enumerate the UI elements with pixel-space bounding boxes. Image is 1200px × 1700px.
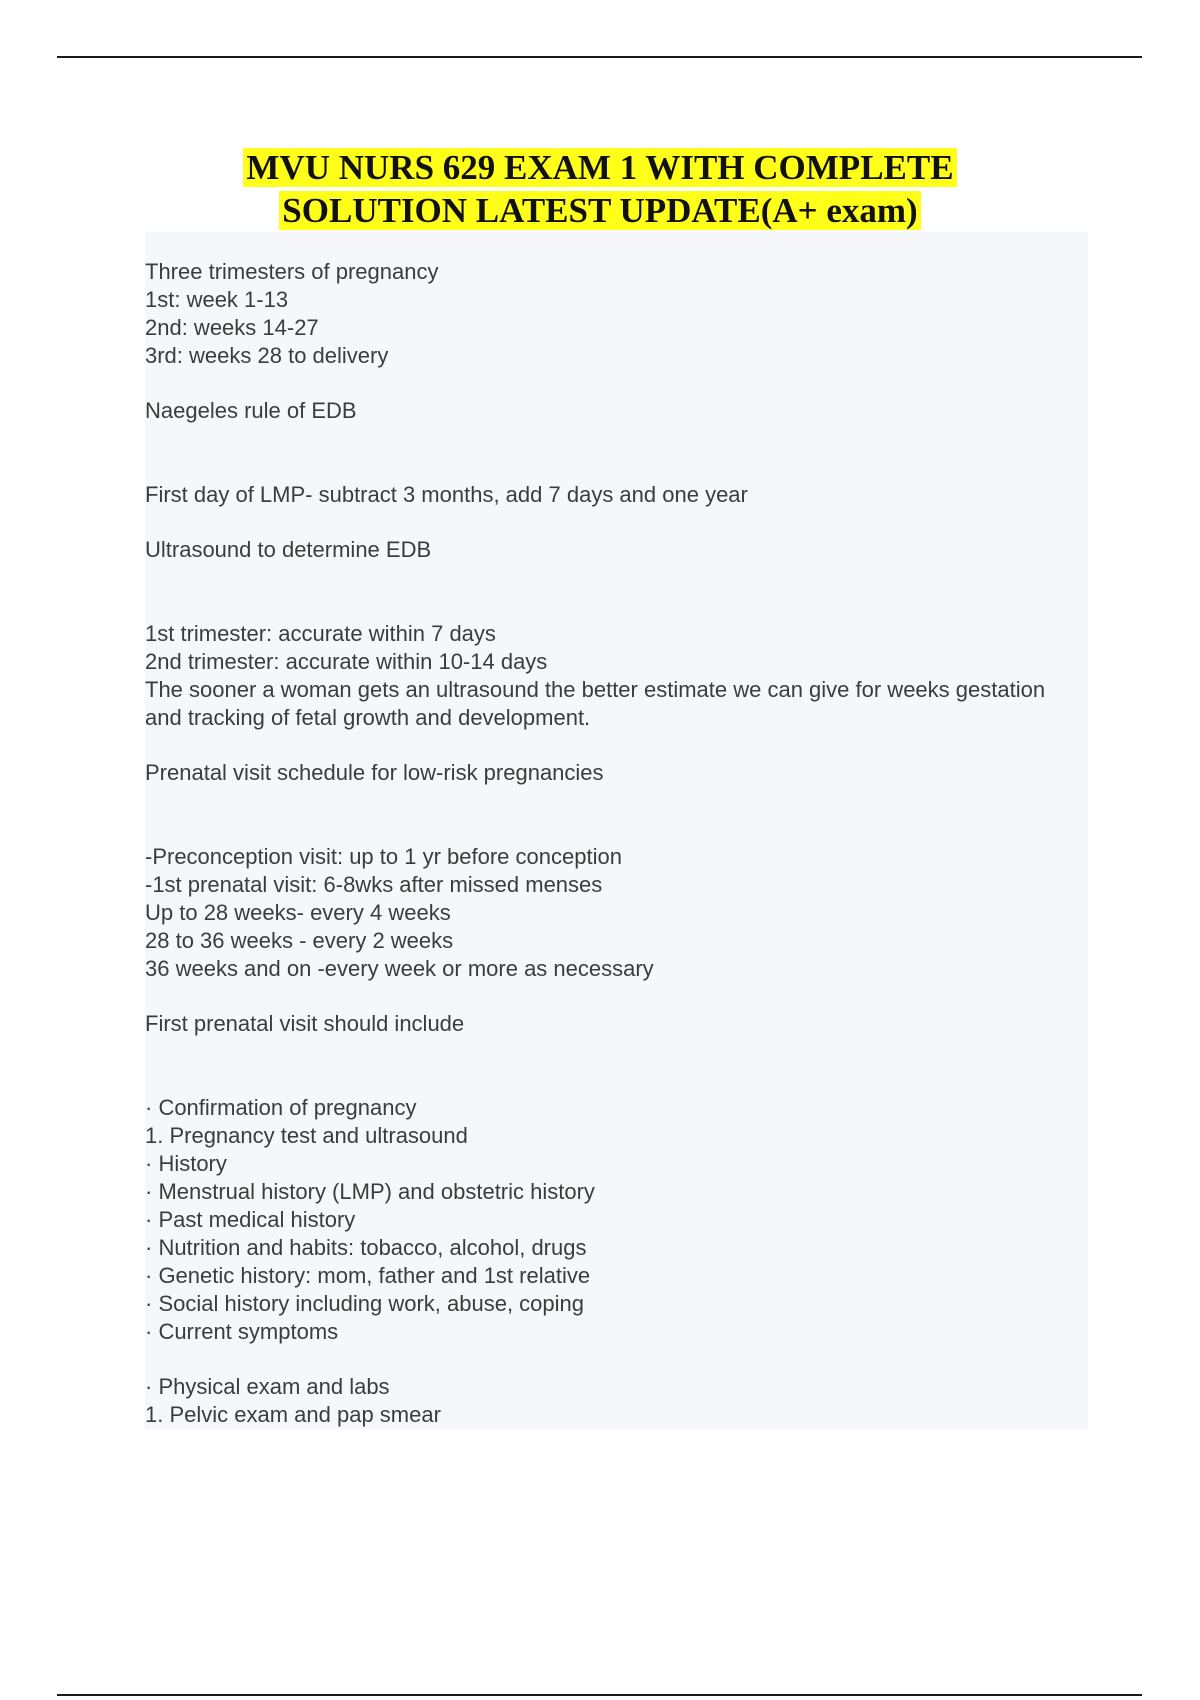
answer-line: · Current symptoms bbox=[145, 1319, 339, 1344]
answer-line: 1. Pregnancy test and ultrasound bbox=[145, 1123, 468, 1148]
question-first-visit: First prenatal visit should include bbox=[145, 1011, 465, 1036]
answer-line: 36 weeks and on -every week or more as necessary bbox=[145, 956, 654, 981]
answer-line: · Nutrition and habits: tobacco, alcohol, drugs bbox=[145, 1235, 587, 1260]
answer-line: First day of LMP- subtract 3 months, add 7 days and one year bbox=[145, 482, 748, 507]
answer-line: 2nd: weeks 14-27 bbox=[145, 315, 319, 340]
answer-line: The sooner a woman gets an ultrasound the better estimate we can give for weeks gestation and tracking of fetal growth and development. bbox=[145, 677, 1046, 730]
document-title bbox=[0, 146, 1200, 232]
answer-line: · Confirmation of pregnancy bbox=[145, 1095, 417, 1120]
question-naegele: Naegeles rule of EDB bbox=[145, 398, 357, 423]
answer-line: 1st: week 1-13 bbox=[145, 287, 289, 312]
bottom-rule bbox=[57, 1694, 1142, 1696]
answer-line: 1. Pelvic exam and pap smear bbox=[145, 1402, 441, 1427]
title-line-2: SOLUTION LATEST UPDATE(A+ exam) bbox=[279, 191, 920, 230]
question-schedule: Prenatal visit schedule for low-risk pregnancies bbox=[145, 760, 604, 785]
answer-line: · Past medical history bbox=[145, 1207, 356, 1232]
title-line-1: MVU NURS 629 EXAM 1 WITH COMPLETE bbox=[243, 148, 956, 187]
answer-line: -1st prenatal visit: 6-8wks after missed menses bbox=[145, 872, 603, 897]
answer-line: 2nd trimester: accurate within 10-14 days bbox=[145, 649, 548, 674]
top-rule bbox=[57, 56, 1142, 58]
question-ultrasound: Ultrasound to determine EDB bbox=[145, 537, 432, 562]
question-trimesters: Three trimesters of pregnancy bbox=[145, 259, 439, 284]
answer-line: 28 to 36 weeks - every 2 weeks bbox=[145, 928, 454, 953]
answer-line: 1st trimester: accurate within 7 days bbox=[145, 621, 496, 646]
answer-line: · Menstrual history (LMP) and obstetric history bbox=[145, 1179, 595, 1204]
answer-line: 3rd: weeks 28 to delivery bbox=[145, 343, 389, 368]
answer-line: -Preconception visit: up to 1 yr before conception bbox=[145, 844, 622, 869]
answer-line: · Social history including work, abuse, coping bbox=[145, 1291, 585, 1316]
answer-line: · Genetic history: mom, father and 1st relative bbox=[145, 1263, 591, 1288]
content-body bbox=[145, 258, 1075, 1429]
answer-line: · History bbox=[145, 1151, 227, 1176]
answer-line: · Physical exam and labs bbox=[145, 1374, 390, 1399]
answer-line: Up to 28 weeks- every 4 weeks bbox=[145, 900, 451, 925]
